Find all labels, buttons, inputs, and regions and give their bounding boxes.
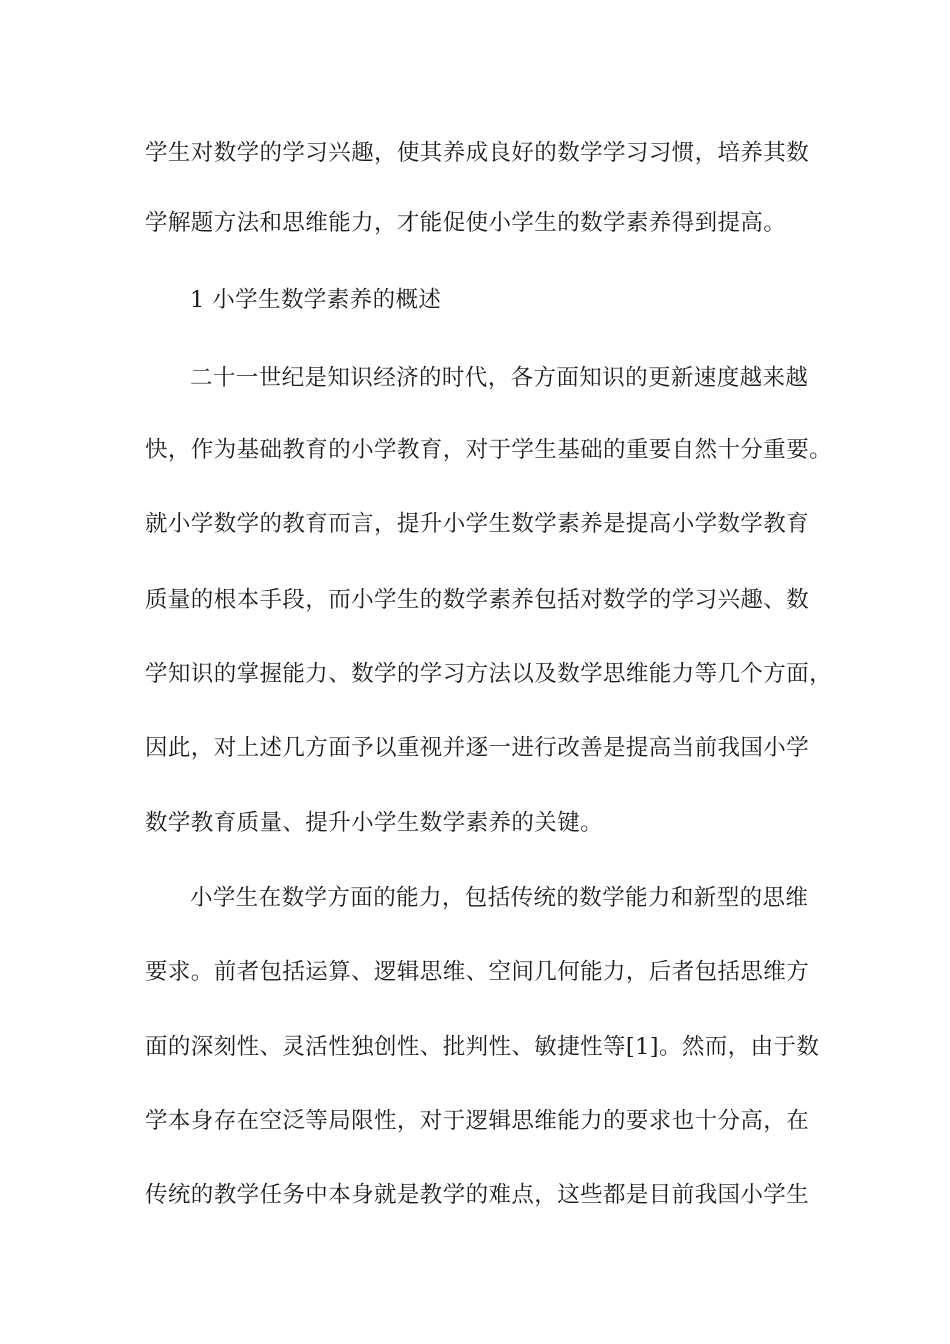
paragraph-line: 学生对数学的学习兴趣，使其养成良好的数学学习习惯，培养其数 [145, 140, 810, 166]
paragraph-line: 要求。前者包括运算、逻辑思维、空间几何能力，后者包括思维方 [145, 959, 810, 985]
section-heading: 1 小学生数学素养的概述 [190, 287, 442, 313]
paragraph-line: 学解题方法和思维能力，才能促使小学生的数学素养得到提高。 [145, 210, 787, 236]
paragraph-line: 质量的根本手段，而小学生的数学素养包括对数学的学习兴趣、数 [145, 587, 810, 613]
paragraph-line: 小学生在数学方面的能力，包括传统的数学能力和新型的思维 [190, 885, 809, 911]
paragraph-line: 快，作为基础教育的小学教育，对于学生基础的重要自然十分重要。 [145, 437, 833, 463]
paragraph-line: 就小学数学的教育而言，提升小学生数学素养是提高小学数学教育 [145, 511, 810, 537]
paragraph-line: 学本身存在空泛等局限性，对于逻辑思维能力的要求也十分高，在 [145, 1108, 810, 1134]
paragraph-line: 数学教育质量、提升小学生数学素养的关键。 [145, 810, 604, 836]
paragraph-line: 传统的教学任务中本身就是教学的难点，这些都是目前我国小学生 [145, 1182, 810, 1208]
paragraph-line: 因此，对上述几方面予以重视并逐一进行改善是提高当前我国小学 [145, 735, 810, 761]
paragraph-line: 学知识的掌握能力、数学的学习方法以及数学思维能力等几个方面， [145, 661, 833, 687]
paragraph-line: 面的深刻性、灵活性独创性、批判性、敏捷性等[1]。然而，由于数 [145, 1034, 820, 1060]
paragraph-line: 二十一世纪是知识经济的时代，各方面知识的更新速度越来越 [190, 365, 809, 391]
